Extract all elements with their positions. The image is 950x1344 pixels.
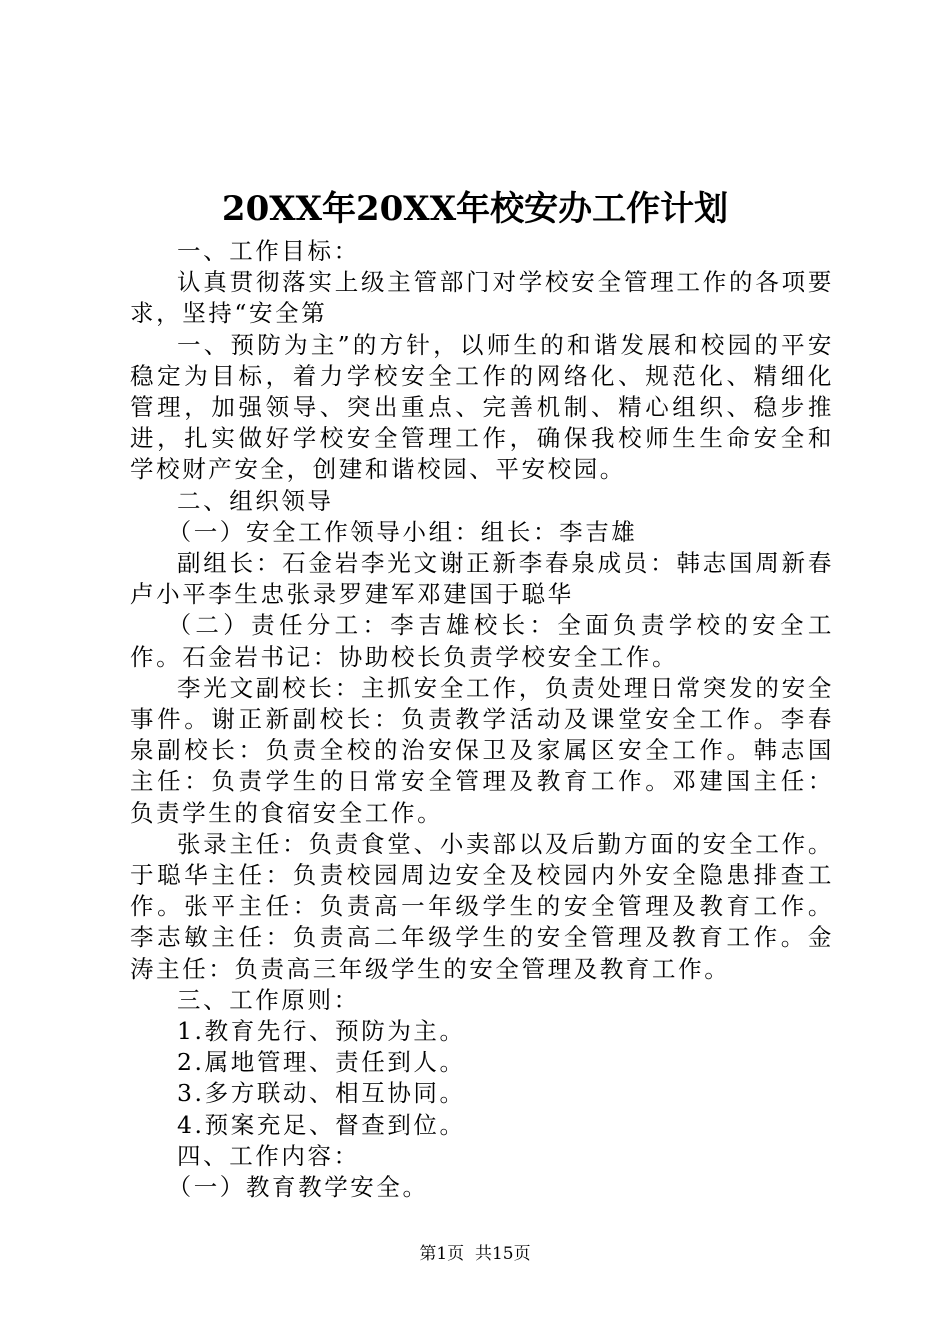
body-paragraph: 认真贯彻落实上级主管部门对学校安全管理工作的各项要求，坚持“安全第 xyxy=(130,268,834,328)
body-paragraph: （一）安全工作领导小组：组长：李吉雄 xyxy=(167,517,638,546)
section-heading: 二、组织领导 xyxy=(177,486,334,515)
body-paragraph: 张录主任：负责食堂、小卖部以及后勤方面的安全工作。于聪华主任：负责校园周边安全及校园内外安全隐患排查工作。张平主任：负责高一年级学生的安全管理及教育工作。李志敏主任：负责高二年级学生的安全管理及教育工作。金涛主任：负责高三年级学生的安全管理及教育工作。 xyxy=(130,829,834,983)
document-body xyxy=(130,236,834,1203)
body-paragraph: 李光文副校长：主抓安全工作，负责处理日常突发的安全事件。谢正新副校长：负责教学活动及课堂安全工作。李春泉副校长：负责全校的治安保卫及家属区安全工作。韩志国主任：负责学生的日常安全管理及教育工作。邓建国主任：负责学生的食宿安全工作。 xyxy=(130,673,834,827)
list-item: 3.多方联动、相互协同。 xyxy=(177,1079,466,1108)
list-item: 2.属地管理、责任到人。 xyxy=(177,1048,466,1077)
section-heading: 一、工作目标： xyxy=(177,237,360,265)
body-paragraph: （二）责任分工：李吉雄校长：全面负责学校的安全工作。石金岩书记：协助校长负责学校安全工作。 xyxy=(130,611,834,671)
section-heading: 三、工作原则： xyxy=(177,985,360,1014)
list-item: 1.教育先行、预防为主。 xyxy=(177,1017,466,1046)
body-paragraph: 副组长：石金岩李光文谢正新李春泉成员：韩志国周新春卢小平李生忠张录罗建军邓建国于聪华 xyxy=(130,549,834,609)
body-paragraph: 一、预防为主”的方针，以师生的和谐发展和校园的平安稳定为目标，着力学校安全工作的网络化、规范化、精细化管理，加强领导、突出重点、完善机制、精心组织、稳步推进，扎实做好学校安全管理工作，确保我校师生生命安全和学校财产安全，创建和谐校园、平安校园。 xyxy=(130,330,834,484)
document-title: 20XX年20XX年校安办工作计划 xyxy=(221,189,729,229)
page-number: 第1页 共15页 xyxy=(419,1244,531,1264)
list-item: 4.预案充足、督查到位。 xyxy=(177,1110,466,1139)
section-heading: 四、工作内容： xyxy=(177,1141,360,1170)
subsection-heading: （一）教育教学安全。 xyxy=(167,1173,429,1202)
